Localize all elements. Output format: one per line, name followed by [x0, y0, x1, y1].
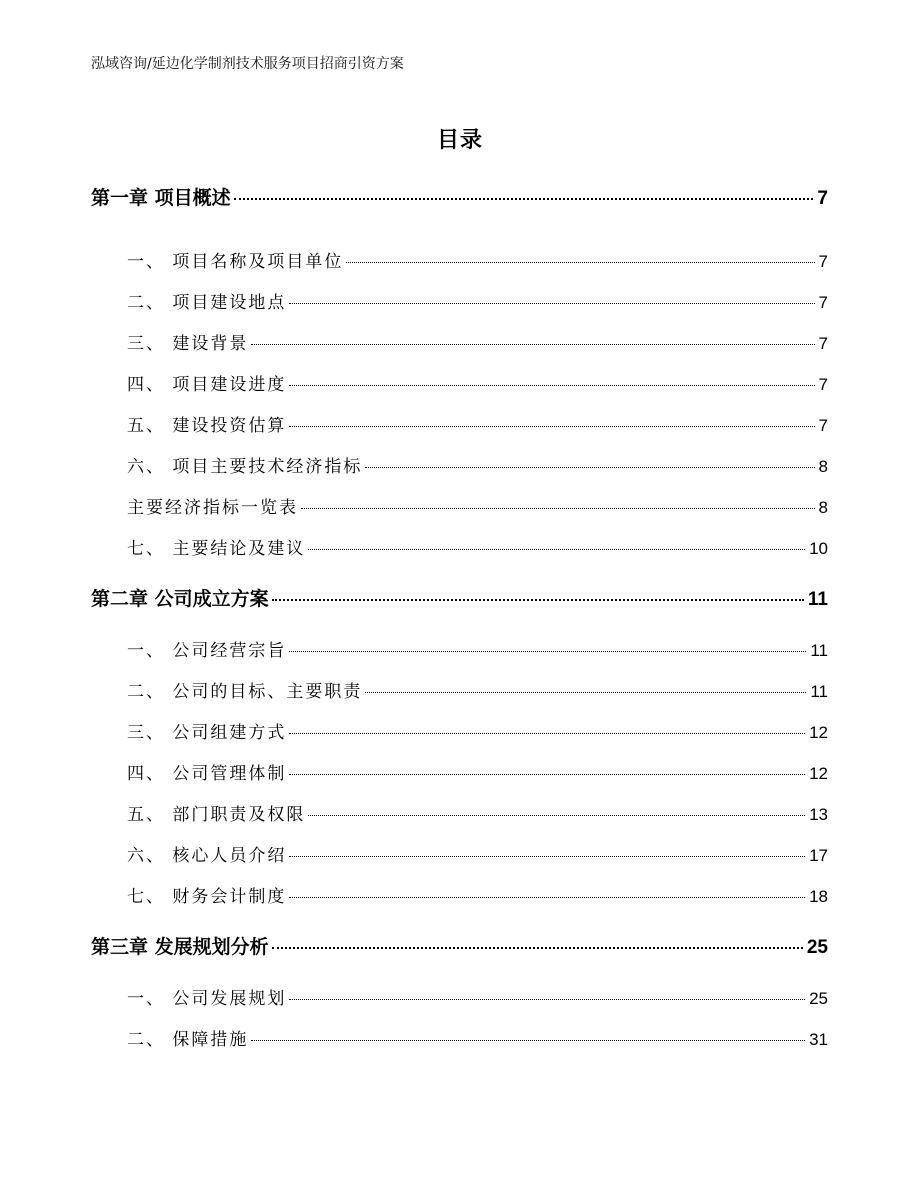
- dot-leader: [346, 262, 814, 263]
- toc-entry[interactable]: [127, 411, 828, 436]
- toc-chapter-label: 第二章 公司成立方案: [91, 588, 269, 610]
- toc-entry-label: 五、 建设投资估算: [127, 416, 287, 436]
- dot-leader: [289, 385, 814, 386]
- toc-page-number: 11: [810, 682, 828, 701]
- toc-page-number: 12: [809, 723, 828, 742]
- toc-entry-label: 六、 核心人员介绍: [127, 846, 287, 866]
- toc-entry-label: 三、 建设背景: [127, 334, 249, 354]
- dot-leader: [272, 947, 803, 949]
- toc-page-number: 12: [809, 764, 828, 783]
- dot-leader: [289, 774, 805, 775]
- toc-page-number: 7: [818, 293, 828, 312]
- toc-entry[interactable]: [127, 677, 828, 702]
- toc-chapter-1[interactable]: [91, 183, 828, 210]
- toc-entry-label: 二、 保障措施: [127, 1030, 249, 1050]
- toc-entry-label: 二、 项目建设地点: [127, 293, 287, 313]
- toc-page-number: 10: [809, 539, 828, 558]
- toc-entry-label: 一、 项目名称及项目单位: [127, 252, 344, 272]
- toc-page-number: 11: [807, 589, 828, 610]
- toc-entry[interactable]: [127, 452, 828, 477]
- toc-entry[interactable]: [127, 329, 828, 354]
- toc-entry[interactable]: [127, 800, 828, 825]
- toc-entry-label: 三、 公司组建方式: [127, 723, 287, 743]
- toc-entry-label: 一、 公司经营宗旨: [127, 641, 287, 661]
- toc-page-number: 8: [818, 457, 828, 476]
- dot-leader: [289, 303, 814, 304]
- toc-page-number: 7: [818, 252, 828, 271]
- toc-entry[interactable]: [127, 636, 828, 661]
- toc-entry-label: 五、 部门职责及权限: [127, 805, 306, 825]
- toc-entry-label: 主要经济指标一览表: [127, 498, 298, 518]
- toc-entry[interactable]: [127, 288, 828, 313]
- running-header: 泓域咨询/延边化学制剂技术服务项目招商引资方案: [91, 56, 404, 72]
- dot-leader: [365, 692, 806, 693]
- toc-entry[interactable]: [127, 759, 828, 784]
- toc-page-number: 7: [818, 334, 828, 353]
- toc-page-number: 25: [806, 937, 828, 958]
- toc-entry[interactable]: [127, 493, 828, 518]
- dot-leader: [251, 344, 814, 345]
- toc-entry[interactable]: [127, 882, 828, 907]
- toc-chapter-label: 第三章 发展规划分析: [91, 936, 269, 958]
- toc-title: 目录: [436, 128, 483, 153]
- toc-entry-label: 一、 公司发展规划: [127, 989, 287, 1009]
- toc-page-number: 13: [809, 805, 828, 824]
- toc-page-number: 7: [818, 375, 828, 394]
- dot-leader: [301, 508, 815, 509]
- toc-entry[interactable]: [127, 984, 828, 1009]
- dot-leader: [365, 467, 814, 468]
- dot-leader: [251, 1040, 805, 1041]
- toc-page-number: 7: [818, 416, 828, 435]
- toc-entry[interactable]: [127, 841, 828, 866]
- toc-page-number: 8: [818, 498, 828, 517]
- toc-entry-label: 六、 项目主要技术经济指标: [127, 457, 363, 477]
- dot-leader: [234, 198, 814, 200]
- toc-entry-label: 二、 公司的目标、主要职责: [127, 682, 363, 702]
- dot-leader: [308, 549, 805, 550]
- toc-entry[interactable]: [127, 247, 828, 272]
- toc-chapter-3[interactable]: [91, 932, 828, 959]
- toc-entry-label: 七、 财务会计制度: [127, 887, 287, 907]
- toc-chapter-label: 第一章 项目概述: [91, 187, 231, 209]
- dot-leader: [289, 651, 806, 652]
- toc-entry[interactable]: [127, 718, 828, 743]
- dot-leader: [289, 426, 814, 427]
- toc-chapter-2[interactable]: [91, 584, 828, 611]
- toc-page-number: 7: [817, 188, 828, 209]
- toc-entry-label: 四、 公司管理体制: [127, 764, 287, 784]
- dot-leader: [289, 897, 805, 898]
- toc-page-number: 25: [809, 989, 828, 1008]
- toc-entry[interactable]: [127, 370, 828, 395]
- toc-entry-label: 四、 项目建设进度: [127, 375, 287, 395]
- toc-page-number: 11: [810, 641, 828, 660]
- toc-page-number: 31: [809, 1030, 828, 1049]
- toc-page-number: 17: [809, 846, 828, 865]
- dot-leader: [308, 815, 805, 816]
- dot-leader: [272, 599, 804, 601]
- toc-page-number: 18: [809, 887, 828, 906]
- toc-entry[interactable]: [127, 1025, 828, 1050]
- dot-leader: [289, 733, 805, 734]
- toc-entry[interactable]: [127, 534, 828, 559]
- toc-entry-label: 七、 主要结论及建议: [127, 539, 306, 559]
- dot-leader: [289, 856, 805, 857]
- dot-leader: [289, 999, 805, 1000]
